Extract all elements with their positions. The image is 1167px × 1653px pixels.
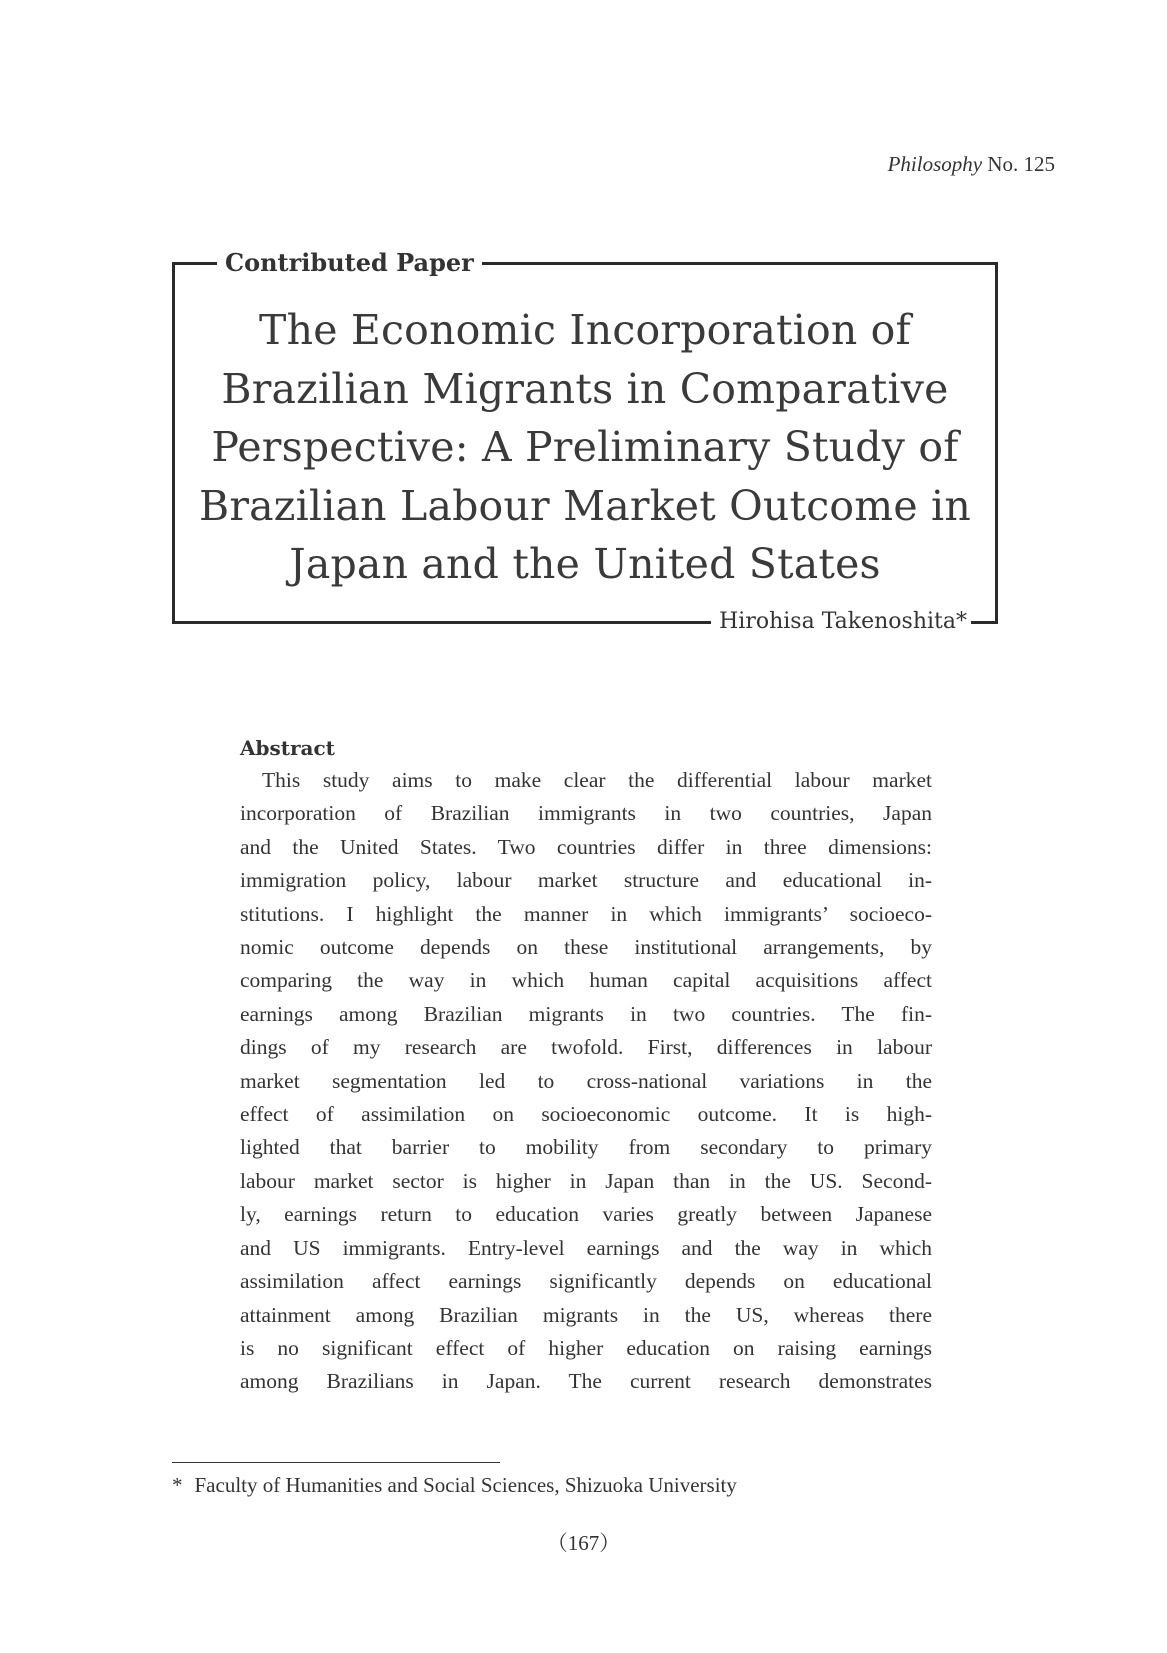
title-line: Brazilian Labour Market Outcome in [199,481,971,530]
abstract-line: and the United States. Two countries differ in three dimensions: [240,834,932,859]
abstract-line: stitutions. I highlight the manner in which immigrants’ socioeco- [240,901,932,926]
title-box [172,248,998,634]
paper-category: Contributed Paper [217,245,482,281]
abstract-line: assimilation affect earnings significantly depends on educational [240,1269,932,1294]
footnote [172,1470,737,1500]
abstract-line: market segmentation led to cross-national variations in the [240,1068,932,1093]
author-name: Hirohisa Takenoshita* [711,605,971,639]
abstract-section [240,732,932,1399]
abstract-line: effect of assimilation on socioeconomic outcome. It is high- [240,1102,932,1127]
journal-name: Philosophy [887,152,983,176]
abstract-line: incorporation of Brazilian immigrants in two countries, Japan [240,801,932,826]
abstract-heading: Abstract [240,736,335,760]
title-line: Perspective: A Preliminary Study of [211,423,959,471]
footnote-mark: * [172,1473,183,1497]
paper-title [175,301,995,594]
running-head [888,152,1055,177]
abstract-line: is no significant effect of higher education on raising earnings [240,1335,932,1360]
footnote-divider [172,1462,500,1463]
abstract-line: attainment among Brazilian migrants in the US, whereas there [240,1302,932,1327]
page-number: （167） [546,1531,621,1555]
abstract-line: dings of my research are twofold. First, differences in labour [240,1035,932,1060]
footnote-text: Faculty of Humanities and Social Sciences, Shizuoka University [194,1473,737,1497]
abstract-line: among Brazilians in Japan. The current research demonstrates [240,1369,932,1394]
abstract-body [240,764,932,1399]
abstract-line: earnings among Brazilian migrants in two countries. The fin- [240,1001,932,1026]
abstract-line: labour market sector is higher in Japan than in the US. Second- [240,1168,932,1193]
title-line: The Economic Incorporation of [259,306,911,354]
abstract-line: and US immigrants. Entry-level earnings and the way in which [240,1235,932,1260]
abstract-line: comparing the way in which human capital acquisitions affect [240,968,932,993]
abstract-line: lighted that barrier to mobility from secondary to primary [240,1135,932,1160]
abstract-line: immigration policy, labour market structure and educational in- [240,868,932,893]
issue-number: No. 125 [987,152,1055,176]
title-line: Japan and the United States [289,540,881,588]
abstract-line: This study aims to make clear the differential labour market [262,768,932,792]
title-line: Brazilian Migrants in Comparative [221,364,949,413]
abstract-line: ly, earnings return to education varies greatly between Japanese [240,1202,932,1227]
abstract-line: nomic outcome depends on these institutional arrangements, by [240,935,932,960]
